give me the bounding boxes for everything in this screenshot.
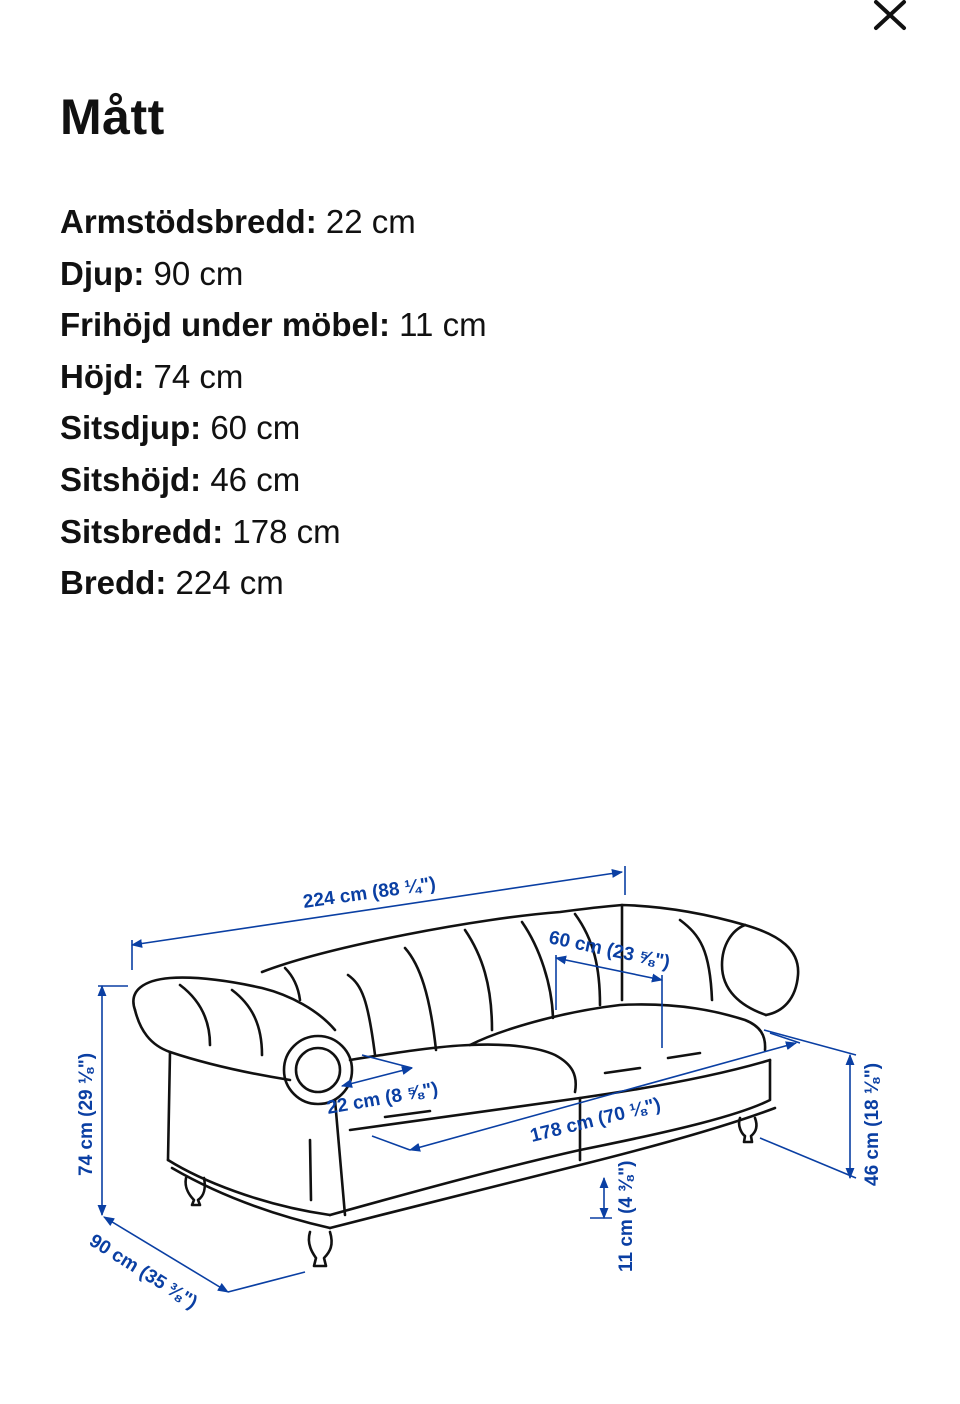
spec-seat-depth	[60, 402, 487, 454]
dim-label-depth: 90 cm (35 ⅜")	[85, 1230, 201, 1314]
page-title: Mått	[60, 89, 165, 145]
spec-value: 90 cm	[153, 254, 244, 292]
spec-label: Djup:	[60, 254, 145, 292]
spec-label: Armstödsbredd:	[60, 203, 317, 240]
spec-clearance	[60, 299, 487, 351]
dim-label-seat-depth: 60 cm (23 ⅝")	[546, 927, 672, 974]
dim-label-clearance: 11 cm (4 ⅜")	[616, 1160, 637, 1272]
close-icon	[866, 0, 916, 36]
spec-width	[60, 557, 487, 609]
spec-label: Sitshöjd:	[60, 460, 202, 498]
dim-label-width: 224 cm (88 ¼")	[301, 873, 438, 913]
spec-value: 74 cm	[153, 357, 244, 395]
sofa-dimension-drawing	[60, 860, 900, 1330]
sofa-illustration	[133, 905, 798, 1266]
spec-depth	[60, 248, 487, 300]
dim-label-height: 74 cm (29 ⅛")	[76, 1052, 97, 1176]
spec-seat-width	[60, 506, 487, 558]
spec-value: 46 cm	[210, 460, 301, 498]
spec-seat-height	[60, 454, 487, 506]
spec-label: Sitsdjup:	[60, 409, 202, 447]
dimension-lines	[98, 866, 856, 1292]
spec-value: 178 cm	[232, 512, 341, 550]
dimension-list	[60, 196, 487, 609]
dim-label-armrest-width: 22 cm (8 ⅝")	[325, 1078, 440, 1119]
dim-label-seat-width: 178 cm (70 ⅛")	[528, 1094, 663, 1147]
spec-label: Bredd:	[60, 564, 167, 602]
spec-value: 224 cm	[175, 564, 284, 602]
dimension-diagram	[60, 860, 900, 1330]
spec-value: 22 cm	[325, 203, 416, 240]
dim-label-seat-height: 46 cm (18 ⅛")	[862, 1062, 883, 1186]
spec-armrest-width	[60, 196, 487, 248]
spec-label: Höjd:	[60, 357, 145, 395]
spec-value: 60 cm	[210, 409, 301, 447]
spec-height	[60, 351, 487, 403]
close-button[interactable]	[866, 0, 916, 36]
spec-label: Sitsbredd:	[60, 512, 224, 550]
spec-label: Frihöjd under möbel:	[60, 306, 390, 344]
spec-value: 11 cm	[399, 306, 487, 344]
